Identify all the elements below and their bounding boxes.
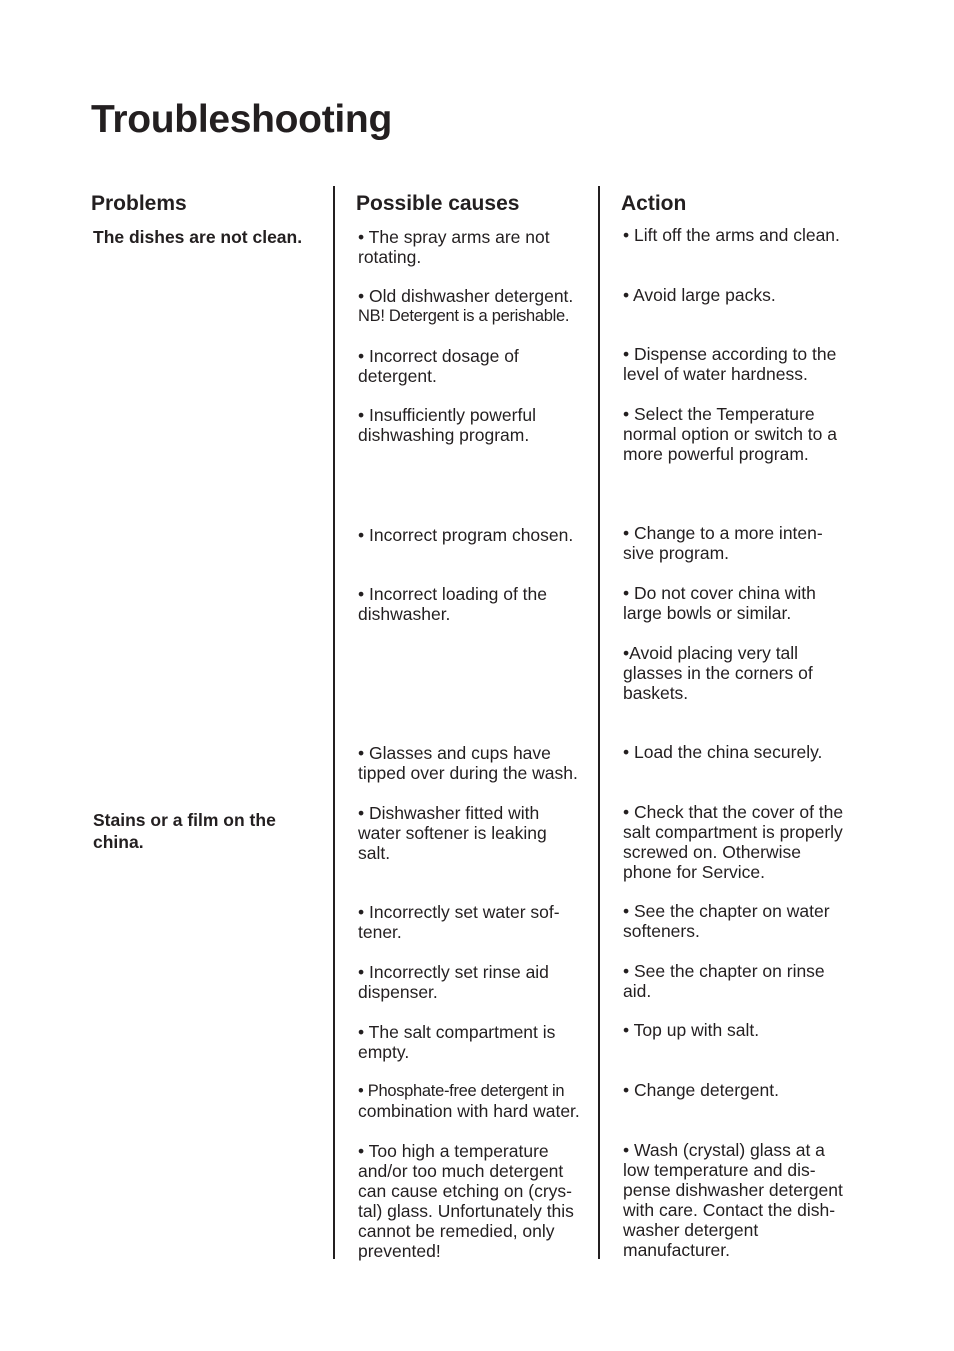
action-item: • Check that the cover of the salt compartment is properly screwed on. Otherwise phone for Service. bbox=[623, 802, 844, 882]
action-item: • Top up with salt. bbox=[623, 1020, 760, 1040]
cause-item: • Incorrectly set rinse aid dispenser. bbox=[358, 962, 549, 1002]
cause-item: • Incorrect program chosen. bbox=[358, 525, 574, 545]
action-item: • Wash (crystal) glass at a low temperature and dis- pense dishwasher detergent with care. Contact the dish- washer detergent manufacturer. bbox=[623, 1140, 843, 1260]
cause-item: • The spray arms are not rotating. bbox=[358, 227, 550, 267]
action-item: • Lift off the arms and clean. bbox=[623, 225, 840, 245]
cause-item: combination with hard water. bbox=[358, 1101, 580, 1121]
action-item: • Do not cover china with large bowls or similar. bbox=[623, 583, 816, 623]
action-item: • Select the Temperature normal option or switch to a more powerful program. bbox=[623, 404, 837, 464]
column-header-action: Action bbox=[621, 192, 687, 215]
action-item: • Change detergent. bbox=[623, 1080, 779, 1100]
action-item: • Change to a more inten- sive program. bbox=[623, 523, 823, 563]
action-item: •Avoid placing very tall glasses in the corners of baskets. bbox=[623, 643, 813, 703]
action-item: • Avoid large packs. bbox=[623, 285, 776, 305]
cause-item: • Old dishwasher detergent. bbox=[358, 286, 574, 306]
column-header-possible-causes: Possible causes bbox=[356, 192, 520, 215]
action-item: • Dispense according to the level of water hardness. bbox=[623, 344, 837, 384]
action-item: • Load the china securely. bbox=[623, 742, 823, 762]
action-item: • See the chapter on water softeners. bbox=[623, 901, 830, 941]
cause-item: • Insufficiently powerful dishwashing program. bbox=[358, 405, 536, 445]
cause-item-note: NB! Detergent is a perishable. bbox=[358, 307, 570, 325]
cause-item: • The salt compartment is empty. bbox=[358, 1022, 556, 1062]
cause-item: • Glasses and cups have tipped over during the wash. bbox=[358, 743, 578, 783]
page-title: Troubleshooting bbox=[91, 98, 392, 141]
action-item: • See the chapter on rinse aid. bbox=[623, 961, 825, 1001]
problem-dishes-not-clean: The dishes are not clean. bbox=[93, 227, 303, 247]
problem-stains-film: Stains or a film on the china. bbox=[93, 810, 276, 852]
column-header-problems: Problems bbox=[91, 192, 187, 215]
cause-item: • Too high a temperature and/or too much detergent can cause etching on (crys- tal) glass. Unfortunately this cannot be remedied, only prevented! bbox=[358, 1141, 574, 1261]
cause-item: • Incorrect dosage of detergent. bbox=[358, 346, 519, 386]
cause-item: • Dishwasher fitted with water softener is leaking salt. bbox=[358, 803, 547, 863]
cause-item: • Incorrect loading of the dishwasher. bbox=[358, 584, 548, 624]
column-divider bbox=[333, 186, 335, 1259]
cause-item: • Incorrectly set water sof- tener. bbox=[358, 902, 560, 942]
cause-item: • Phosphate-free detergent in bbox=[358, 1082, 565, 1100]
